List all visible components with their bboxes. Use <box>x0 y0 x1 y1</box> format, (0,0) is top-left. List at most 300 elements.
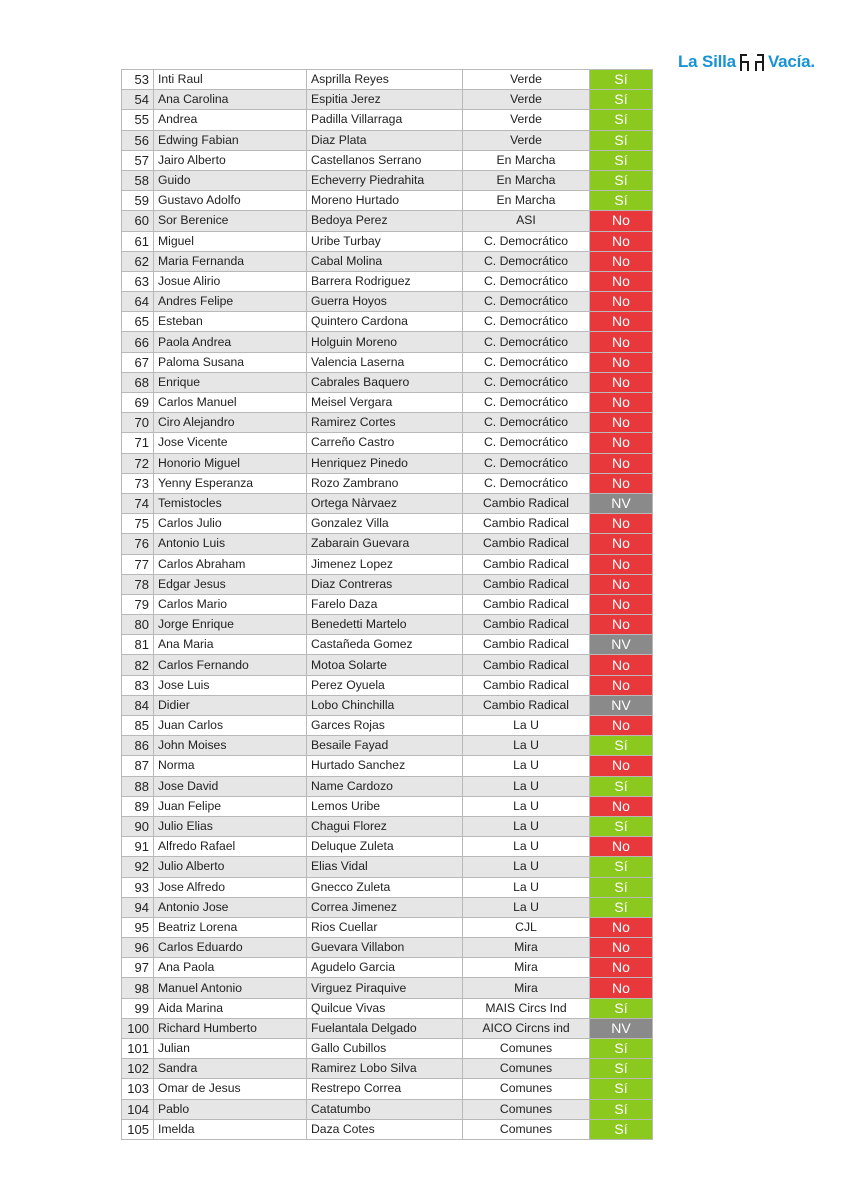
table-row <box>122 433 653 453</box>
first-name-cell: Norma <box>154 756 307 776</box>
brand-name-part: La Silla <box>678 52 736 71</box>
first-name-cell: Paola Andrea <box>154 332 307 352</box>
table-row <box>122 776 653 796</box>
party-cell: AICO Circns ind <box>463 1018 590 1038</box>
last-name-cell: Garces Rojas <box>307 716 463 736</box>
row-number-cell: 99 <box>122 998 154 1018</box>
row-number-cell: 91 <box>122 837 154 857</box>
table-row <box>122 1119 653 1139</box>
first-name-cell: Sor Berenice <box>154 211 307 231</box>
table-row <box>122 292 653 312</box>
party-cell: C. Democrático <box>463 271 590 291</box>
vote-badge: Sí <box>590 1079 653 1099</box>
row-number-cell: 85 <box>122 716 154 736</box>
last-name-cell: Elias Vidal <box>307 857 463 877</box>
party-cell: En Marcha <box>463 191 590 211</box>
brand-name-part: Vacía. <box>767 52 815 71</box>
table-row <box>122 796 653 816</box>
table-row <box>122 393 653 413</box>
vote-badge: Sí <box>590 150 653 170</box>
last-name-cell: Barrera Rodriguez <box>307 271 463 291</box>
party-cell: La U <box>463 776 590 796</box>
table-row <box>122 130 653 150</box>
vote-badge: No <box>590 231 653 251</box>
table-row <box>122 90 653 110</box>
chairs-icon <box>739 52 765 72</box>
party-cell: Mira <box>463 958 590 978</box>
table-row <box>122 534 653 554</box>
first-name-cell: Carlos Eduardo <box>154 938 307 958</box>
table-row <box>122 170 653 190</box>
row-number-cell: 65 <box>122 312 154 332</box>
party-cell: Mira <box>463 938 590 958</box>
last-name-cell: Henriquez Pinedo <box>307 453 463 473</box>
table-row <box>122 675 653 695</box>
party-cell: La U <box>463 756 590 776</box>
vote-badge: Sí <box>590 1119 653 1139</box>
row-number-cell: 101 <box>122 1039 154 1059</box>
row-number-cell: 72 <box>122 453 154 473</box>
vote-badge: Sí <box>590 1099 653 1119</box>
party-cell: Verde <box>463 70 590 90</box>
last-name-cell: Rios Cuellar <box>307 917 463 937</box>
last-name-cell: Gnecco Zuleta <box>307 877 463 897</box>
last-name-cell: Zabarain Guevara <box>307 534 463 554</box>
vote-badge: Sí <box>590 70 653 90</box>
vote-badge: Sí <box>590 130 653 150</box>
vote-badge: No <box>590 574 653 594</box>
row-number-cell: 89 <box>122 796 154 816</box>
table-row <box>122 150 653 170</box>
party-cell: ASI <box>463 211 590 231</box>
row-number-cell: 96 <box>122 938 154 958</box>
last-name-cell: Gonzalez Villa <box>307 514 463 534</box>
last-name-cell: Ortega Nàrvaez <box>307 493 463 513</box>
vote-badge: No <box>590 332 653 352</box>
last-name-cell: Diaz Contreras <box>307 574 463 594</box>
table-row <box>122 716 653 736</box>
last-name-cell: Gallo Cubillos <box>307 1039 463 1059</box>
first-name-cell: Omar de Jesus <box>154 1079 307 1099</box>
last-name-cell: Deluque Zuleta <box>307 837 463 857</box>
party-cell: La U <box>463 736 590 756</box>
row-number-cell: 86 <box>122 736 154 756</box>
first-name-cell: Jairo Alberto <box>154 150 307 170</box>
first-name-cell: Guido <box>154 170 307 190</box>
last-name-cell: Espitia Jerez <box>307 90 463 110</box>
row-number-cell: 100 <box>122 1018 154 1038</box>
table-row <box>122 816 653 836</box>
last-name-cell: Uribe Turbay <box>307 231 463 251</box>
row-number-cell: 93 <box>122 877 154 897</box>
vote-badge: Sí <box>590 110 653 130</box>
party-cell: La U <box>463 897 590 917</box>
last-name-cell: Holguin Moreno <box>307 332 463 352</box>
table-row <box>122 837 653 857</box>
row-number-cell: 63 <box>122 271 154 291</box>
first-name-cell: Jose David <box>154 776 307 796</box>
last-name-cell: Agudelo Garcia <box>307 958 463 978</box>
last-name-cell: Castañeda Gomez <box>307 635 463 655</box>
vote-badge: No <box>590 473 653 493</box>
party-cell: C. Democrático <box>463 473 590 493</box>
row-number-cell: 62 <box>122 251 154 271</box>
party-cell: La U <box>463 877 590 897</box>
table-row <box>122 574 653 594</box>
first-name-cell: Richard Humberto <box>154 1018 307 1038</box>
row-number-cell: 64 <box>122 292 154 312</box>
table-row <box>122 554 653 574</box>
vote-badge: NV <box>590 695 653 715</box>
table-row <box>122 615 653 635</box>
vote-badge: No <box>590 372 653 392</box>
first-name-cell: Miguel <box>154 231 307 251</box>
first-name-cell: Maria Fernanda <box>154 251 307 271</box>
table-row <box>122 312 653 332</box>
party-cell: C. Democrático <box>463 251 590 271</box>
party-cell: En Marcha <box>463 150 590 170</box>
last-name-cell: Hurtado Sanchez <box>307 756 463 776</box>
last-name-cell: Asprilla Reyes <box>307 70 463 90</box>
row-number-cell: 68 <box>122 372 154 392</box>
table-row <box>122 917 653 937</box>
first-name-cell: Andrea <box>154 110 307 130</box>
party-cell: Verde <box>463 90 590 110</box>
vote-badge: No <box>590 716 653 736</box>
first-name-cell: Manuel Antonio <box>154 978 307 998</box>
party-cell: C. Democrático <box>463 352 590 372</box>
last-name-cell: Carreño Castro <box>307 433 463 453</box>
vote-badge: Sí <box>590 1039 653 1059</box>
table-row <box>122 352 653 372</box>
first-name-cell: Alfredo Rafael <box>154 837 307 857</box>
party-cell: Cambio Radical <box>463 534 590 554</box>
last-name-cell: Motoa Solarte <box>307 655 463 675</box>
last-name-cell: Correa Jimenez <box>307 897 463 917</box>
row-number-cell: 58 <box>122 170 154 190</box>
vote-badge: No <box>590 251 653 271</box>
row-number-cell: 77 <box>122 554 154 574</box>
first-name-cell: Imelda <box>154 1119 307 1139</box>
table-row <box>122 1039 653 1059</box>
last-name-cell: Virguez Piraquive <box>307 978 463 998</box>
vote-badge: No <box>590 352 653 372</box>
table-row <box>122 372 653 392</box>
last-name-cell: Rozo Zambrano <box>307 473 463 493</box>
vote-badge: No <box>590 675 653 695</box>
party-cell: La U <box>463 796 590 816</box>
vote-badge: Sí <box>590 877 653 897</box>
party-cell: Comunes <box>463 1099 590 1119</box>
last-name-cell: Cabal Molina <box>307 251 463 271</box>
last-name-cell: Daza Cotes <box>307 1119 463 1139</box>
row-number-cell: 76 <box>122 534 154 554</box>
vote-badge: No <box>590 938 653 958</box>
party-cell: La U <box>463 816 590 836</box>
first-name-cell: Ciro Alejandro <box>154 413 307 433</box>
row-number-cell: 88 <box>122 776 154 796</box>
row-number-cell: 56 <box>122 130 154 150</box>
table-row <box>122 231 653 251</box>
party-cell: Cambio Radical <box>463 514 590 534</box>
row-number-cell: 98 <box>122 978 154 998</box>
last-name-cell: Quintero Cardona <box>307 312 463 332</box>
table-row <box>122 877 653 897</box>
party-cell: C. Democrático <box>463 332 590 352</box>
row-number-cell: 71 <box>122 433 154 453</box>
row-number-cell: 80 <box>122 615 154 635</box>
row-number-cell: 81 <box>122 635 154 655</box>
row-number-cell: 74 <box>122 493 154 513</box>
row-number-cell: 104 <box>122 1099 154 1119</box>
last-name-cell: Moreno Hurtado <box>307 191 463 211</box>
last-name-cell: Echeverry Piedrahita <box>307 170 463 190</box>
table-row <box>122 1059 653 1079</box>
row-number-cell: 103 <box>122 1079 154 1099</box>
vote-badge: No <box>590 958 653 978</box>
table-row <box>122 110 653 130</box>
first-name-cell: Ana Maria <box>154 635 307 655</box>
vote-badge: No <box>590 271 653 291</box>
vote-badge: Sí <box>590 191 653 211</box>
table-row <box>122 756 653 776</box>
row-number-cell: 59 <box>122 191 154 211</box>
party-cell: C. Democrático <box>463 292 590 312</box>
first-name-cell: Carlos Abraham <box>154 554 307 574</box>
first-name-cell: Carlos Mario <box>154 594 307 614</box>
vote-badge: No <box>590 534 653 554</box>
vote-badge: No <box>590 978 653 998</box>
vote-badge: No <box>590 292 653 312</box>
row-number-cell: 83 <box>122 675 154 695</box>
row-number-cell: 70 <box>122 413 154 433</box>
table-row <box>122 191 653 211</box>
last-name-cell: Catatumbo <box>307 1099 463 1119</box>
last-name-cell: Bedoya Perez <box>307 211 463 231</box>
vote-badge: No <box>590 393 653 413</box>
party-cell: Comunes <box>463 1119 590 1139</box>
vote-badge: No <box>590 655 653 675</box>
last-name-cell: Quilcue Vivas <box>307 998 463 1018</box>
first-name-cell: Esteban <box>154 312 307 332</box>
row-number-cell: 75 <box>122 514 154 534</box>
table-row <box>122 271 653 291</box>
vote-badge: Sí <box>590 170 653 190</box>
party-cell: Verde <box>463 110 590 130</box>
last-name-cell: Perez Oyuela <box>307 675 463 695</box>
party-cell: Cambio Radical <box>463 594 590 614</box>
vote-badge: Sí <box>590 897 653 917</box>
table-row <box>122 70 653 90</box>
vote-badge: Sí <box>590 816 653 836</box>
table-row <box>122 635 653 655</box>
vote-badge: NV <box>590 635 653 655</box>
row-number-cell: 82 <box>122 655 154 675</box>
last-name-cell: Benedetti Martelo <box>307 615 463 635</box>
first-name-cell: Antonio Jose <box>154 897 307 917</box>
first-name-cell: Juan Felipe <box>154 796 307 816</box>
row-number-cell: 67 <box>122 352 154 372</box>
row-number-cell: 55 <box>122 110 154 130</box>
party-cell: Cambio Radical <box>463 695 590 715</box>
table-row <box>122 453 653 473</box>
first-name-cell: Paloma Susana <box>154 352 307 372</box>
table-row <box>122 655 653 675</box>
last-name-cell: Fuelantala Delgado <box>307 1018 463 1038</box>
table-row <box>122 251 653 271</box>
votes-table-body <box>122 70 653 1140</box>
vote-badge: NV <box>590 493 653 513</box>
party-cell: Cambio Radical <box>463 635 590 655</box>
first-name-cell: Yenny Esperanza <box>154 473 307 493</box>
row-number-cell: 69 <box>122 393 154 413</box>
first-name-cell: Carlos Manuel <box>154 393 307 413</box>
table-row <box>122 695 653 715</box>
first-name-cell: Julian <box>154 1039 307 1059</box>
vote-badge: No <box>590 554 653 574</box>
row-number-cell: 94 <box>122 897 154 917</box>
last-name-cell: Castellanos Serrano <box>307 150 463 170</box>
row-number-cell: 61 <box>122 231 154 251</box>
vote-badge: Sí <box>590 736 653 756</box>
last-name-cell: Diaz Plata <box>307 130 463 150</box>
table-row <box>122 493 653 513</box>
party-cell: La U <box>463 857 590 877</box>
party-cell: Comunes <box>463 1059 590 1079</box>
table-row <box>122 736 653 756</box>
first-name-cell: Honorio Miguel <box>154 453 307 473</box>
row-number-cell: 60 <box>122 211 154 231</box>
first-name-cell: Julio Elias <box>154 816 307 836</box>
table-row <box>122 978 653 998</box>
party-cell: Cambio Radical <box>463 655 590 675</box>
table-row <box>122 958 653 978</box>
last-name-cell: Jimenez Lopez <box>307 554 463 574</box>
party-cell: Mira <box>463 978 590 998</box>
vote-badge: No <box>590 594 653 614</box>
table-row <box>122 1079 653 1099</box>
last-name-cell: Valencia Laserna <box>307 352 463 372</box>
last-name-cell: Guerra Hoyos <box>307 292 463 312</box>
vote-badge: Sí <box>590 776 653 796</box>
table-row <box>122 938 653 958</box>
first-name-cell: Gustavo Adolfo <box>154 191 307 211</box>
first-name-cell: Ana Carolina <box>154 90 307 110</box>
vote-badge: Sí <box>590 998 653 1018</box>
row-number-cell: 90 <box>122 816 154 836</box>
party-cell: C. Democrático <box>463 413 590 433</box>
first-name-cell: Sandra <box>154 1059 307 1079</box>
first-name-cell: Edwing Fabian <box>154 130 307 150</box>
first-name-cell: Josue Alirio <box>154 271 307 291</box>
first-name-cell: Enrique <box>154 372 307 392</box>
last-name-cell: Cabrales Baquero <box>307 372 463 392</box>
first-name-cell: Jorge Enrique <box>154 615 307 635</box>
first-name-cell: Didier <box>154 695 307 715</box>
first-name-cell: Julio Alberto <box>154 857 307 877</box>
vote-badge: No <box>590 211 653 231</box>
last-name-cell: Farelo Daza <box>307 594 463 614</box>
party-cell: C. Democrático <box>463 453 590 473</box>
row-number-cell: 92 <box>122 857 154 877</box>
row-number-cell: 53 <box>122 70 154 90</box>
first-name-cell: Temistocles <box>154 493 307 513</box>
last-name-cell: Chagui Florez <box>307 816 463 836</box>
row-number-cell: 87 <box>122 756 154 776</box>
last-name-cell: Ramirez Lobo Silva <box>307 1059 463 1079</box>
party-cell: Verde <box>463 130 590 150</box>
table-row <box>122 332 653 352</box>
first-name-cell: Carlos Fernando <box>154 655 307 675</box>
table-row <box>122 998 653 1018</box>
row-number-cell: 78 <box>122 574 154 594</box>
first-name-cell: Andres Felipe <box>154 292 307 312</box>
first-name-cell: Juan Carlos <box>154 716 307 736</box>
first-name-cell: Pablo <box>154 1099 307 1119</box>
vote-badge: No <box>590 615 653 635</box>
party-cell: Cambio Radical <box>463 493 590 513</box>
party-cell: Cambio Radical <box>463 675 590 695</box>
first-name-cell: Aida Marina <box>154 998 307 1018</box>
party-cell: C. Democrático <box>463 372 590 392</box>
last-name-cell: Lobo Chinchilla <box>307 695 463 715</box>
last-name-cell: Name Cardozo <box>307 776 463 796</box>
vote-badge: No <box>590 413 653 433</box>
brand-logo <box>678 49 815 75</box>
row-number-cell: 105 <box>122 1119 154 1139</box>
row-number-cell: 66 <box>122 332 154 352</box>
vote-badge: Sí <box>590 1059 653 1079</box>
party-cell: Cambio Radical <box>463 554 590 574</box>
row-number-cell: 95 <box>122 917 154 937</box>
first-name-cell: Edgar Jesus <box>154 574 307 594</box>
vote-badge: No <box>590 917 653 937</box>
last-name-cell: Meisel Vergara <box>307 393 463 413</box>
table-row <box>122 857 653 877</box>
first-name-cell: Jose Luis <box>154 675 307 695</box>
party-cell: Cambio Radical <box>463 615 590 635</box>
party-cell: CJL <box>463 917 590 937</box>
vote-badge: No <box>590 433 653 453</box>
table-row <box>122 473 653 493</box>
table-row <box>122 594 653 614</box>
first-name-cell: Inti Raul <box>154 70 307 90</box>
party-cell: C. Democrático <box>463 312 590 332</box>
party-cell: La U <box>463 716 590 736</box>
vote-badge: No <box>590 796 653 816</box>
table-row <box>122 897 653 917</box>
party-cell: Comunes <box>463 1039 590 1059</box>
row-number-cell: 84 <box>122 695 154 715</box>
first-name-cell: Beatriz Lorena <box>154 917 307 937</box>
party-cell: La U <box>463 837 590 857</box>
vote-badge: No <box>590 514 653 534</box>
party-cell: Cambio Radical <box>463 574 590 594</box>
vote-badge: No <box>590 837 653 857</box>
votes-table <box>121 69 653 1140</box>
first-name-cell: Antonio Luis <box>154 534 307 554</box>
last-name-cell: Restrepo Correa <box>307 1079 463 1099</box>
row-number-cell: 73 <box>122 473 154 493</box>
last-name-cell: Besaile Fayad <box>307 736 463 756</box>
table-row <box>122 1018 653 1038</box>
row-number-cell: 54 <box>122 90 154 110</box>
table-row <box>122 1099 653 1119</box>
party-cell: MAIS Circs Ind <box>463 998 590 1018</box>
party-cell: C. Democrático <box>463 231 590 251</box>
table-row <box>122 514 653 534</box>
table-row <box>122 413 653 433</box>
